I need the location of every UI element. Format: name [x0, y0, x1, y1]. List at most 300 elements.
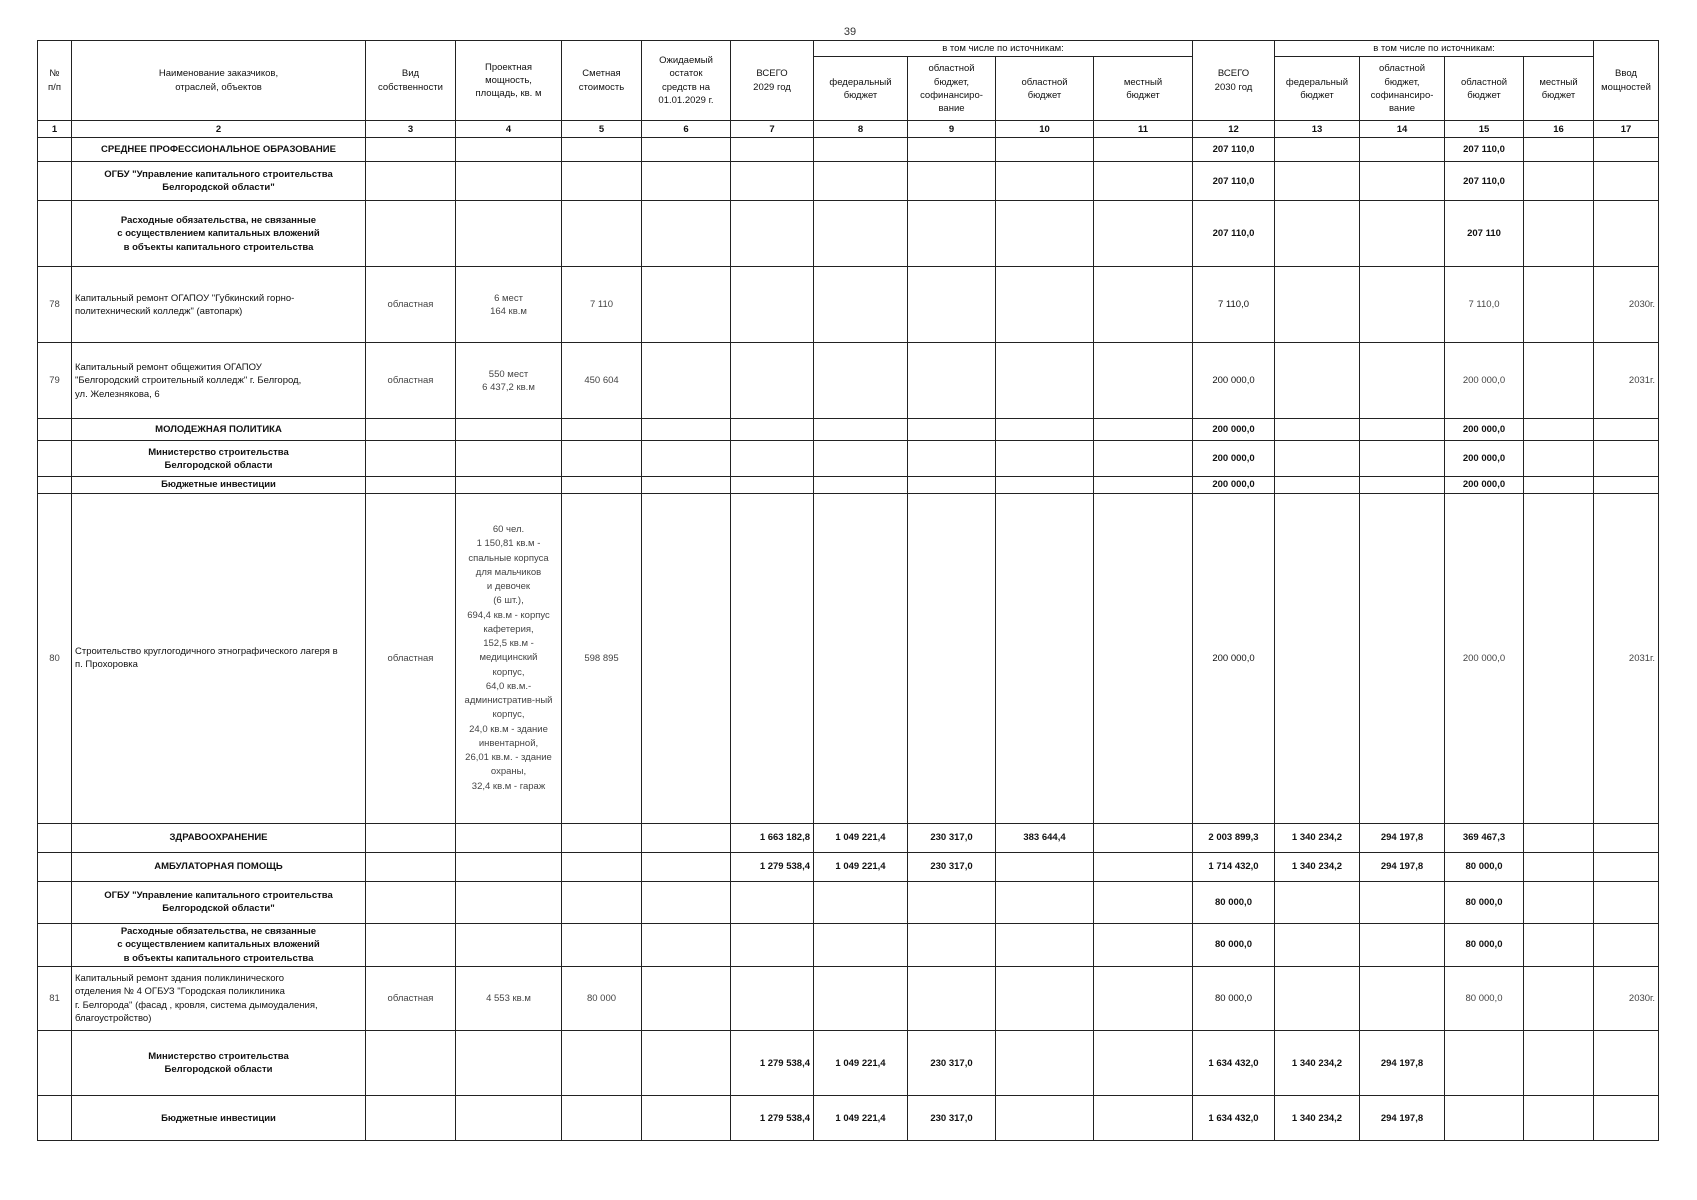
federal-2030-cell: 1 340 234,2	[1275, 823, 1360, 852]
local-2030-cell	[1524, 201, 1594, 267]
regional-2030-cell: 207 110,0	[1445, 138, 1524, 162]
row-number	[38, 477, 72, 493]
federal-2030-cell	[1275, 201, 1360, 267]
capacity-cell: 550 мест 6 437,2 кв.м	[456, 343, 562, 419]
commissioning-cell: 2030г.	[1594, 267, 1659, 343]
federal-2030-cell	[1275, 477, 1360, 493]
cofin-2029-cell	[908, 419, 996, 441]
total-2029-cell	[731, 343, 814, 419]
local-2029-cell	[1094, 343, 1193, 419]
local-2029-cell	[1094, 923, 1193, 966]
table-row	[38, 923, 1659, 966]
row-number: 79	[38, 343, 72, 419]
local-2030-cell	[1524, 881, 1594, 923]
col-number: 11	[1094, 121, 1193, 138]
local-2029-cell	[1094, 823, 1193, 852]
ownership-cell: областная	[366, 343, 456, 419]
federal-2030-cell	[1275, 419, 1360, 441]
local-2030-cell	[1524, 493, 1594, 823]
cofin-2030-cell	[1360, 138, 1445, 162]
total-2029-cell	[731, 881, 814, 923]
cofin-2030-cell	[1360, 881, 1445, 923]
capacity-cell	[456, 138, 562, 162]
header-total-2030: ВСЕГО 2030 год	[1193, 41, 1275, 121]
row-number	[38, 138, 72, 162]
commissioning-cell: 2030г.	[1594, 967, 1659, 1031]
cost-cell	[562, 923, 642, 966]
federal-2030-cell	[1275, 923, 1360, 966]
row-number	[38, 852, 72, 881]
total-2030-cell: 207 110,0	[1193, 201, 1275, 267]
cofin-2029-cell	[908, 162, 996, 201]
local-2030-cell	[1524, 1096, 1594, 1141]
local-2030-cell	[1524, 823, 1594, 852]
col-number: 3	[366, 121, 456, 138]
ownership-cell	[366, 419, 456, 441]
cofin-2030-cell: 294 197,8	[1360, 1031, 1445, 1096]
cofin-2029-cell	[908, 493, 996, 823]
cofin-2029-cell: 230 317,0	[908, 1096, 996, 1141]
regional-2029-cell	[996, 267, 1094, 343]
remainder-cell	[642, 493, 731, 823]
page-number: 39	[843, 26, 857, 38]
total-2029-cell	[731, 138, 814, 162]
header-local-2029: местный бюджет	[1094, 57, 1193, 121]
ownership-cell	[366, 852, 456, 881]
regional-2029-cell	[996, 852, 1094, 881]
total-2030-cell: 1 714 432,0	[1193, 852, 1275, 881]
table-row	[38, 201, 1659, 267]
federal-2029-cell: 1 049 221,4	[814, 1096, 908, 1141]
federal-2030-cell	[1275, 162, 1360, 201]
header-capacity: Проектная мощность, площадь, кв. м	[456, 41, 562, 121]
cost-cell	[562, 419, 642, 441]
col-number: 12	[1193, 121, 1275, 138]
table-row	[38, 419, 1659, 441]
regional-2030-cell: 200 000,0	[1445, 419, 1524, 441]
local-2029-cell	[1094, 493, 1193, 823]
row-name: Бюджетные инвестиции	[72, 1096, 366, 1141]
cofin-2029-cell	[908, 923, 996, 966]
header-name: Наименование заказчиков, отраслей, объектов	[72, 41, 366, 121]
cofin-2029-cell: 230 317,0	[908, 823, 996, 852]
regional-2030-cell: 80 000,0	[1445, 881, 1524, 923]
regional-2030-cell: 200 000,0	[1445, 493, 1524, 823]
federal-2030-cell	[1275, 138, 1360, 162]
total-2029-cell: 1 663 182,8	[731, 823, 814, 852]
commissioning-cell	[1594, 852, 1659, 881]
row-number	[38, 162, 72, 201]
local-2030-cell	[1524, 967, 1594, 1031]
row-name: АМБУЛАТОРНАЯ ПОМОЩЬ	[72, 852, 366, 881]
header-remainder: Ожидаемый остаток средств на 01.01.2029 г.	[642, 41, 731, 121]
table-row	[38, 138, 1659, 162]
ownership-cell: областная	[366, 267, 456, 343]
federal-2030-cell	[1275, 881, 1360, 923]
row-name: Министерство строительства Белгородской области	[72, 441, 366, 477]
ownership-cell	[366, 1096, 456, 1141]
total-2029-cell	[731, 201, 814, 267]
capacity-cell	[456, 823, 562, 852]
total-2029-cell	[731, 162, 814, 201]
table-row	[38, 852, 1659, 881]
col-number: 10	[996, 121, 1094, 138]
row-number	[38, 823, 72, 852]
col-number: 1	[38, 121, 72, 138]
remainder-cell	[642, 162, 731, 201]
cost-cell	[562, 852, 642, 881]
regional-2030-cell: 369 467,3	[1445, 823, 1524, 852]
federal-2029-cell	[814, 441, 908, 477]
table-row	[38, 162, 1659, 201]
cost-cell	[562, 823, 642, 852]
remainder-cell	[642, 823, 731, 852]
header-ownership: Вид собственности	[366, 41, 456, 121]
cofin-2029-cell: 230 317,0	[908, 852, 996, 881]
cofin-2029-cell	[908, 477, 996, 493]
local-2030-cell	[1524, 138, 1594, 162]
table-row	[38, 343, 1659, 419]
total-2030-cell: 80 000,0	[1193, 923, 1275, 966]
federal-2029-cell	[814, 477, 908, 493]
remainder-cell	[642, 881, 731, 923]
regional-2029-cell	[996, 441, 1094, 477]
local-2030-cell	[1524, 419, 1594, 441]
federal-2029-cell	[814, 162, 908, 201]
total-2030-cell: 207 110,0	[1193, 162, 1275, 201]
table-row	[38, 823, 1659, 852]
cofin-2030-cell	[1360, 343, 1445, 419]
total-2029-cell: 1 279 538,4	[731, 852, 814, 881]
cofin-2030-cell	[1360, 201, 1445, 267]
cofin-2029-cell	[908, 967, 996, 1031]
regional-2030-cell	[1445, 1031, 1524, 1096]
federal-2029-cell: 1 049 221,4	[814, 852, 908, 881]
ownership-cell: областная	[366, 493, 456, 823]
regional-2029-cell	[996, 881, 1094, 923]
cost-cell: 598 895	[562, 493, 642, 823]
regional-2029-cell	[996, 477, 1094, 493]
cost-cell: 7 110	[562, 267, 642, 343]
local-2030-cell	[1524, 1031, 1594, 1096]
header-federal-2030: федеральный бюджет	[1275, 57, 1360, 121]
table-row	[38, 1096, 1659, 1141]
capacity-cell	[456, 1096, 562, 1141]
row-name: Расходные обязательства, не связанные с осуществлением капитальных вложений в объекты капитального строительства	[72, 923, 366, 966]
table-row	[38, 493, 1659, 823]
federal-2030-cell: 1 340 234,2	[1275, 1031, 1360, 1096]
col-number: 14	[1360, 121, 1445, 138]
total-2029-cell	[731, 477, 814, 493]
regional-2030-cell: 207 110	[1445, 201, 1524, 267]
col-number: 2	[72, 121, 366, 138]
remainder-cell	[642, 852, 731, 881]
remainder-cell	[642, 201, 731, 267]
regional-2029-cell	[996, 1096, 1094, 1141]
regional-2030-cell: 80 000,0	[1445, 923, 1524, 966]
local-2029-cell	[1094, 881, 1193, 923]
cost-cell	[562, 201, 642, 267]
regional-2030-cell: 207 110,0	[1445, 162, 1524, 201]
ownership-cell	[366, 162, 456, 201]
federal-2030-cell: 1 340 234,2	[1275, 852, 1360, 881]
commissioning-cell	[1594, 881, 1659, 923]
regional-2029-cell	[996, 162, 1094, 201]
federal-2029-cell	[814, 923, 908, 966]
federal-2030-cell: 1 340 234,2	[1275, 1096, 1360, 1141]
header-group-2030: в том числе по источникам:	[1275, 41, 1594, 57]
regional-2029-cell: 383 644,4	[996, 823, 1094, 852]
header-regional-2029: областной бюджет	[996, 57, 1094, 121]
federal-2029-cell	[814, 267, 908, 343]
total-2029-cell	[731, 419, 814, 441]
regional-2029-cell	[996, 419, 1094, 441]
regional-2030-cell: 7 110,0	[1445, 267, 1524, 343]
federal-2029-cell	[814, 343, 908, 419]
regional-2029-cell	[996, 493, 1094, 823]
federal-2030-cell	[1275, 441, 1360, 477]
row-name: Капитальный ремонт здания поликлинического отделения № 4 ОГБУЗ "Городская поликлиника г. Белгорода" (фасад , кровля, система дымоудаления, благоустройство)	[72, 967, 366, 1031]
cofin-2029-cell	[908, 267, 996, 343]
regional-2030-cell: 200 000,0	[1445, 441, 1524, 477]
cofin-2030-cell	[1360, 477, 1445, 493]
total-2029-cell	[731, 441, 814, 477]
cofin-2030-cell	[1360, 267, 1445, 343]
federal-2029-cell	[814, 138, 908, 162]
regional-2029-cell	[996, 923, 1094, 966]
total-2029-cell	[731, 923, 814, 966]
local-2029-cell	[1094, 162, 1193, 201]
row-number	[38, 1096, 72, 1141]
table-row	[38, 441, 1659, 477]
local-2029-cell	[1094, 1031, 1193, 1096]
regional-2029-cell	[996, 1031, 1094, 1096]
capacity-cell	[456, 162, 562, 201]
total-2030-cell: 7 110,0	[1193, 267, 1275, 343]
remainder-cell	[642, 923, 731, 966]
cofin-2029-cell	[908, 138, 996, 162]
remainder-cell	[642, 419, 731, 441]
capacity-cell	[456, 477, 562, 493]
cofin-2030-cell	[1360, 441, 1445, 477]
local-2030-cell	[1524, 343, 1594, 419]
header-cost: Сметная стоимость	[562, 41, 642, 121]
total-2029-cell	[731, 967, 814, 1031]
commissioning-cell	[1594, 162, 1659, 201]
cost-cell: 80 000	[562, 967, 642, 1031]
row-name: Строительство круглогодичного этнографического лагеря в п. Прохоровка	[72, 493, 366, 823]
local-2029-cell	[1094, 477, 1193, 493]
header-local-2030: местный бюджет	[1524, 57, 1594, 121]
local-2029-cell	[1094, 419, 1193, 441]
local-2030-cell	[1524, 477, 1594, 493]
header-cofin-2030: областной бюджет, софинансиро- вание	[1360, 57, 1445, 121]
local-2030-cell	[1524, 852, 1594, 881]
col-number: 6	[642, 121, 731, 138]
total-2030-cell: 200 000,0	[1193, 343, 1275, 419]
local-2029-cell	[1094, 441, 1193, 477]
row-number	[38, 419, 72, 441]
commissioning-cell	[1594, 477, 1659, 493]
total-2030-cell: 80 000,0	[1193, 881, 1275, 923]
total-2030-cell: 200 000,0	[1193, 441, 1275, 477]
ownership-cell	[366, 138, 456, 162]
local-2029-cell	[1094, 201, 1193, 267]
capacity-cell	[456, 923, 562, 966]
commissioning-cell	[1594, 1096, 1659, 1141]
total-2029-cell: 1 279 538,4	[731, 1096, 814, 1141]
row-name: ОГБУ "Управление капитального строительства Белгородской области"	[72, 881, 366, 923]
capacity-cell	[456, 1031, 562, 1096]
cost-cell	[562, 1031, 642, 1096]
header-commissioning: Ввод мощностей	[1594, 41, 1659, 121]
federal-2030-cell	[1275, 967, 1360, 1031]
row-number	[38, 441, 72, 477]
row-number	[38, 923, 72, 966]
header-cofin-2029: областной бюджет, софинансиро- вание	[908, 57, 996, 121]
row-number: 81	[38, 967, 72, 1031]
commissioning-cell	[1594, 1031, 1659, 1096]
investment-table	[37, 40, 1659, 1141]
row-number	[38, 1031, 72, 1096]
ownership-cell: областная	[366, 967, 456, 1031]
table-row	[38, 881, 1659, 923]
ownership-cell	[366, 201, 456, 267]
remainder-cell	[642, 477, 731, 493]
total-2029-cell	[731, 267, 814, 343]
commissioning-cell: 2031г.	[1594, 493, 1659, 823]
col-number: 13	[1275, 121, 1360, 138]
commissioning-cell	[1594, 201, 1659, 267]
regional-2030-cell: 80 000,0	[1445, 852, 1524, 881]
col-number: 17	[1594, 121, 1659, 138]
regional-2029-cell	[996, 967, 1094, 1031]
table-row	[38, 1031, 1659, 1096]
cost-cell: 450 604	[562, 343, 642, 419]
total-2030-cell: 200 000,0	[1193, 419, 1275, 441]
capacity-cell: 60 чел. 1 150,81 кв.м - спальные корпуса для мальчиков и девочек (6 шт.), 694,4 кв.м - корпус кафетерия, 152,5 кв.м - медицинский корпус, 64,0 кв.м.- административ-ный корпус, 24,0 кв.м - здание инвентарной, 26,01 кв.м. - здание охраны, 32,4 кв.м - гараж	[456, 493, 562, 823]
federal-2029-cell	[814, 881, 908, 923]
local-2030-cell	[1524, 923, 1594, 966]
total-2030-cell: 200 000,0	[1193, 493, 1275, 823]
capacity-cell	[456, 201, 562, 267]
commissioning-cell: 2031г.	[1594, 343, 1659, 419]
federal-2030-cell	[1275, 343, 1360, 419]
local-2029-cell	[1094, 267, 1193, 343]
cost-cell	[562, 138, 642, 162]
cofin-2030-cell	[1360, 923, 1445, 966]
local-2029-cell	[1094, 967, 1193, 1031]
federal-2030-cell	[1275, 267, 1360, 343]
total-2029-cell: 1 279 538,4	[731, 1031, 814, 1096]
col-number: 9	[908, 121, 996, 138]
remainder-cell	[642, 138, 731, 162]
regional-2030-cell: 80 000,0	[1445, 967, 1524, 1031]
cofin-2030-cell	[1360, 162, 1445, 201]
cost-cell	[562, 162, 642, 201]
federal-2029-cell: 1 049 221,4	[814, 1031, 908, 1096]
cofin-2030-cell	[1360, 419, 1445, 441]
col-number: 4	[456, 121, 562, 138]
local-2029-cell	[1094, 138, 1193, 162]
regional-2029-cell	[996, 201, 1094, 267]
col-number: 7	[731, 121, 814, 138]
total-2030-cell: 200 000,0	[1193, 477, 1275, 493]
cofin-2030-cell: 294 197,8	[1360, 823, 1445, 852]
local-2029-cell	[1094, 1096, 1193, 1141]
federal-2029-cell	[814, 967, 908, 1031]
capacity-cell: 6 мест 164 кв.м	[456, 267, 562, 343]
capacity-cell	[456, 419, 562, 441]
ownership-cell	[366, 923, 456, 966]
header-total-2029: ВСЕГО 2029 год	[731, 41, 814, 121]
table-row	[38, 477, 1659, 493]
federal-2029-cell	[814, 493, 908, 823]
cofin-2030-cell: 294 197,8	[1360, 852, 1445, 881]
cofin-2030-cell	[1360, 493, 1445, 823]
row-name: МОЛОДЕЖНАЯ ПОЛИТИКА	[72, 419, 366, 441]
table-row	[38, 267, 1659, 343]
ownership-cell	[366, 441, 456, 477]
cofin-2030-cell	[1360, 967, 1445, 1031]
header-group-2029: в том числе по источникам:	[814, 41, 1193, 57]
commissioning-cell	[1594, 138, 1659, 162]
local-2029-cell	[1094, 852, 1193, 881]
remainder-cell	[642, 441, 731, 477]
column-number-row	[38, 121, 1659, 138]
capacity-cell	[456, 441, 562, 477]
local-2030-cell	[1524, 267, 1594, 343]
row-name: Капитальный ремонт ОГАПОУ "Губкинский горно- политехнический колледж" (автопарк)	[72, 267, 366, 343]
row-name: СРЕДНЕЕ ПРОФЕССИОНАЛЬНОЕ ОБРАЗОВАНИЕ	[72, 138, 366, 162]
row-number	[38, 881, 72, 923]
header-regional-2030: областной бюджет	[1445, 57, 1524, 121]
remainder-cell	[642, 1096, 731, 1141]
header-num: № п/п	[38, 41, 72, 121]
col-number: 5	[562, 121, 642, 138]
row-name: ОГБУ "Управление капитального строительства Белгородской области"	[72, 162, 366, 201]
ownership-cell	[366, 881, 456, 923]
row-name: Расходные обязательства, не связанные с осуществлением капитальных вложений в объекты капитального строительства	[72, 201, 366, 267]
federal-2029-cell	[814, 419, 908, 441]
table-row	[38, 967, 1659, 1031]
federal-2029-cell: 1 049 221,4	[814, 823, 908, 852]
local-2030-cell	[1524, 441, 1594, 477]
cost-cell	[562, 441, 642, 477]
total-2030-cell: 1 634 432,0	[1193, 1031, 1275, 1096]
cofin-2029-cell	[908, 201, 996, 267]
row-number	[38, 201, 72, 267]
federal-2029-cell	[814, 201, 908, 267]
regional-2029-cell	[996, 138, 1094, 162]
remainder-cell	[642, 1031, 731, 1096]
commissioning-cell	[1594, 923, 1659, 966]
remainder-cell	[642, 343, 731, 419]
cost-cell	[562, 1096, 642, 1141]
cofin-2029-cell	[908, 343, 996, 419]
row-name: Бюджетные инвестиции	[72, 477, 366, 493]
commissioning-cell	[1594, 823, 1659, 852]
capacity-cell	[456, 881, 562, 923]
total-2030-cell: 207 110,0	[1193, 138, 1275, 162]
total-2030-cell: 2 003 899,3	[1193, 823, 1275, 852]
capacity-cell	[456, 852, 562, 881]
ownership-cell	[366, 477, 456, 493]
col-number: 15	[1445, 121, 1524, 138]
remainder-cell	[642, 967, 731, 1031]
remainder-cell	[642, 267, 731, 343]
cofin-2029-cell	[908, 441, 996, 477]
